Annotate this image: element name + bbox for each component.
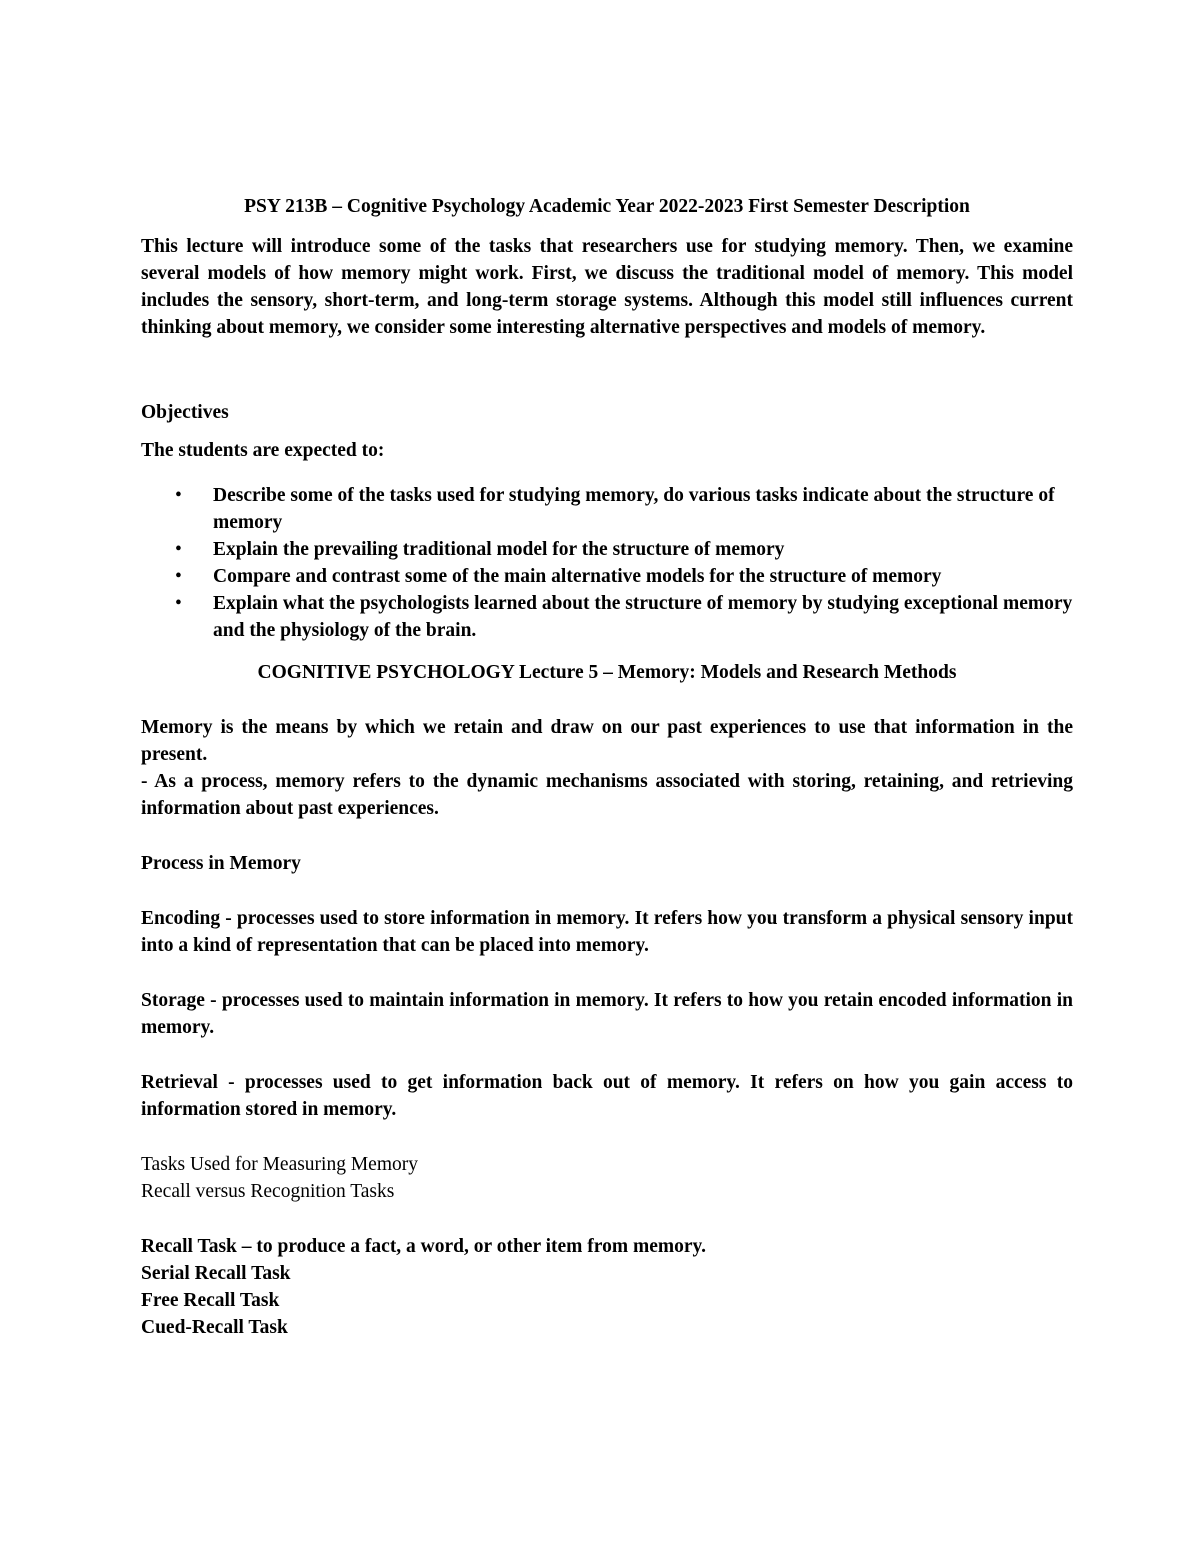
serial-recall-task: Serial Recall Task <box>141 1263 291 1284</box>
tasks-subheading: Recall versus Recognition Tasks <box>141 1181 395 1202</box>
process-heading: Process in Memory <box>141 853 301 874</box>
tasks-block <box>141 1151 1073 1205</box>
free-recall-task: Free Recall Task <box>141 1290 280 1311</box>
course-description: This lecture will introduce some of the tasks that researchers use for studying memory. Then, we examine several models of how memory might work. First, we discuss the traditional model of memory. This model includes the sensory, short-term, and long-term storage systems. Although this model still influences current thinking about memory, we consider some interesting alternative perspectives and models of memory. <box>141 236 1073 338</box>
retrieval-paragraph: Retrieval - processes used to get information back out of memory. It refers on how you gain access to information stored in memory. <box>141 1072 1073 1120</box>
tasks-heading: Tasks Used for Measuring Memory <box>141 1154 418 1175</box>
objective-text: Explain what the psychologists learned about the structure of memory by studying exceptional memory and the physiology of the brain. <box>213 593 1073 641</box>
cued-recall-task: Cued-Recall Task <box>141 1317 288 1338</box>
recall-block <box>141 1233 1073 1341</box>
document-content <box>141 193 1073 1341</box>
objective-text: Explain the prevailing traditional model for the structure of memory <box>213 539 785 560</box>
objective-item <box>141 482 1073 536</box>
objectives-list <box>141 482 1073 644</box>
objective-item <box>141 536 1073 563</box>
bullet-icon: • <box>175 593 182 614</box>
encoding-paragraph: Encoding - processes used to store information in memory. It refers how you transform a physical sensory input into a kind of representation that can be placed into memory. <box>141 908 1073 956</box>
lecture-title: COGNITIVE PSYCHOLOGY Lecture 5 – Memory: Models and Research Methods <box>257 662 957 683</box>
objective-item <box>141 563 1073 590</box>
objective-text: Describe some of the tasks used for studying memory, do various tasks indicate about the structure of memory <box>213 485 1055 533</box>
recall-task: Recall Task – to produce a fact, a word, or other item from memory. <box>141 1236 707 1257</box>
course-title: PSY 213B – Cognitive Psychology Academic Year 2022-2023 First Semester Description <box>244 196 970 217</box>
memory-process-note: - As a process, memory refers to the dynamic mechanisms associated with storing, retaining, and retrieving information about past experiences. <box>141 771 1073 819</box>
objectives-heading: Objectives <box>141 402 229 423</box>
bullet-icon: • <box>175 539 182 560</box>
memory-definition: Memory is the means by which we retain and draw on our past experiences to use that information in the present. <box>141 717 1073 765</box>
objective-text: Compare and contrast some of the main alternative models for the structure of memory <box>213 566 942 587</box>
storage-paragraph: Storage - processes used to maintain information in memory. It refers to how you retain encoded information in memory. <box>141 990 1073 1038</box>
bullet-icon: • <box>175 485 182 506</box>
bullet-icon: • <box>175 566 182 587</box>
objective-item <box>141 590 1073 644</box>
objectives-intro: The students are expected to: <box>141 440 385 461</box>
